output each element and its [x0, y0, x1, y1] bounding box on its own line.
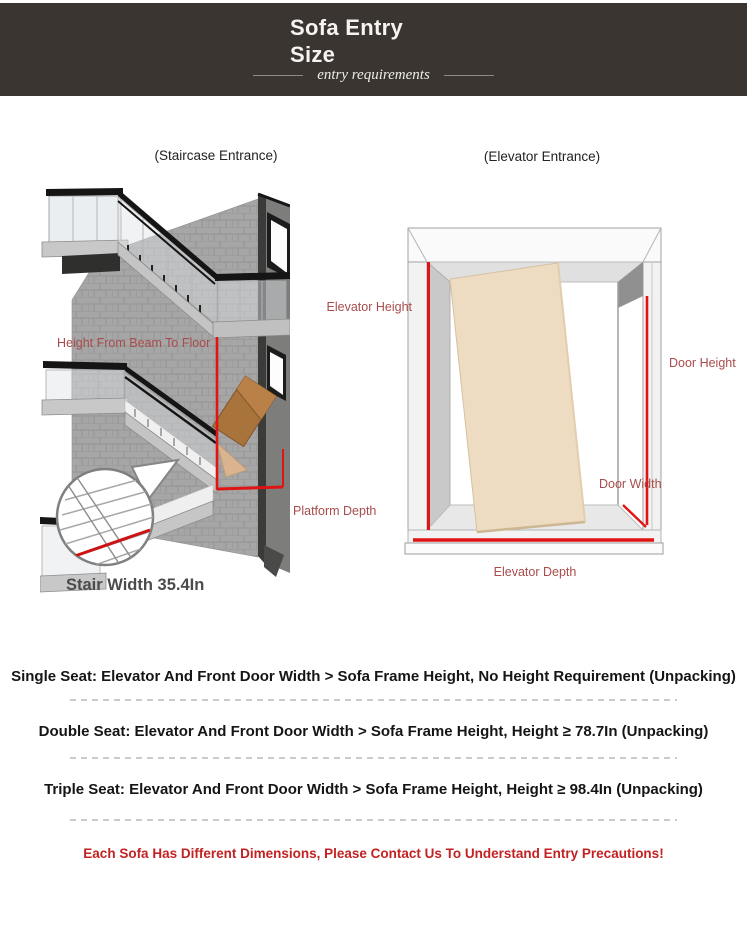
sofa-panel: [450, 263, 585, 532]
subtitle: entry requirements: [317, 67, 430, 83]
contact-notice: Each Sofa Has Different Dimensions, Please Contact Us To Understand Entry Precautions!: [83, 846, 664, 861]
beam-height-label: Height From Beam To Floor: [57, 336, 211, 350]
elevator-diagram: [400, 222, 670, 562]
requirement-double-seat: Double Seat: Elevator And Front Door Width > Sofa Frame Height, Height ≥ 78.7In (Unpacking): [38, 723, 709, 740]
mid-right-landing: [213, 272, 290, 338]
dashed-divider-2: [70, 757, 677, 759]
requirement-single-seat: Single Seat: Elevator And Front Door Width > Sofa Frame Height, No Height Requirement (Unpacking): [11, 668, 736, 685]
upper-left-landing: [42, 188, 128, 274]
dashed-divider-3: [70, 819, 677, 821]
page-title: [290, 14, 403, 68]
platform-depth-label: Platform Depth: [293, 504, 377, 518]
decorative-line-right: [444, 75, 494, 76]
page-title-line1: Sofa Entry: [290, 15, 404, 40]
decorative-line-left: [253, 75, 303, 76]
staircase-caption: (Staircase Entrance): [154, 148, 278, 163]
dashed-divider-1: [70, 699, 677, 701]
page-title-line2: Size: [290, 42, 336, 67]
stair-width-label: Stair Width 35.4In: [66, 576, 205, 594]
staircase-diagram: [40, 185, 290, 610]
door-height-label: Door Height: [669, 356, 736, 370]
requirement-triple-seat: Triple Seat: Elevator And Front Door Width > Sofa Frame Height, Height ≥ 98.4In (Unpacking): [44, 781, 703, 798]
subtitle-row: [0, 67, 747, 84]
right-wall: [258, 194, 290, 577]
elevator-height-label: Elevator Height: [326, 300, 412, 314]
elevator-depth-label: Elevator Depth: [493, 565, 577, 579]
header-banner: [0, 3, 747, 96]
elevator-caption: (Elevator Entrance): [483, 149, 601, 164]
door-width-label: Door Width: [599, 477, 662, 491]
